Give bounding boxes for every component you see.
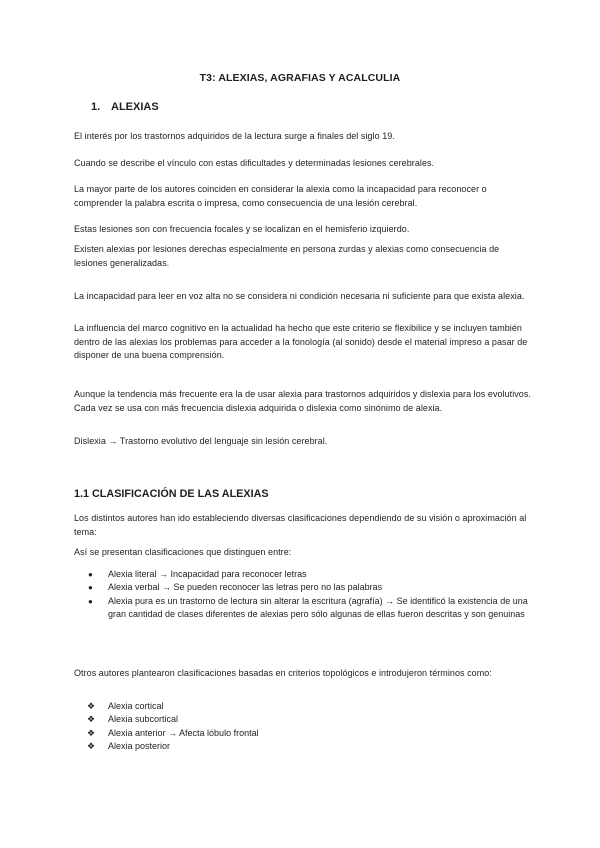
paragraph: Así se presentan clasificaciones que distinguen entre: [74,547,292,557]
paragraph: Estas lesiones son con frecuencia focales y se localizan en el hemisferio izquierdo. [74,224,410,234]
diamond-bullet-list [74,700,534,754]
diamond-bullet-icon: ❖ [87,701,96,711]
list-item: ❖ Alexia subcortical [74,713,534,726]
section-number: 1. [91,101,101,113]
list-item: ❖ Alexia anterior → Afecta lóbulo frontal [74,727,534,740]
list-item: ● Alexia verbal → Se pueden reconocer las letras pero no las palabras [74,581,534,594]
paragraph: El interés por los trastornos adquiridos de la lectura surge a finales del siglo 19. [74,131,395,141]
diamond-bullet-icon: ❖ [87,727,96,738]
section-heading-text: ALEXIAS [111,101,159,113]
paragraph: Los distintos autores han ido estableciendo diversas clasificaciones dependiendo de su visión o aproximación al tema: [74,513,527,537]
document-title: T3: ALEXIAS, AGRAFIAS Y ACALCULIA [199,72,401,84]
paragraph: La influencia del marco cognitivo en la actualidad ha hecho que este criterio se flexibilice y se incluyen también dentro de las alexias los problemas para acceder a la fonología (al sonido) desde el material impreso a pasar de disponer de una buena comprensión. [74,323,528,361]
list-item: ● Alexia literal → Incapacidad para reconocer letras [74,568,534,581]
subsection-heading: 1.1 CLASIFICACIÓN DE LAS ALEXIAS [74,488,269,500]
section-heading-alexias [91,101,159,113]
list-item: ● Alexia pura es un trastorno de lectura sin alterar la escritura (agrafía) → Se identificó la existencia de una gran cantidad de clases diferentes de alexias pero sólo algunas de ellas fueron descritas y son genuinas [88,595,528,620]
paragraph: La mayor parte de los autores coinciden en considerar la alexia como la incapacidad para reconocer o comprender la palabra escrita o impresa, como consecuencia de una lesión cerebral. [74,184,487,208]
bullet-icon: ● [88,596,93,606]
diamond-bullet-icon: ❖ [87,714,96,725]
bullet-list [74,568,534,622]
list-item: ❖ Alexia cortical [74,700,534,713]
bullet-icon: ● [88,570,93,579]
list-item: ❖ Alexia posterior [74,740,534,753]
paragraph: La incapacidad para leer en voz alta no se considera ni condición necesaria ni suficiente para que exista alexia. [74,291,525,301]
paragraph: Existen alexias por lesiones derechas especialmente en persona zurdas y alexias como consecuencia de lesiones generalizadas. [74,244,500,268]
paragraph: Dislexia → Trastorno evolutivo del lenguaje sin lesión cerebral. [74,436,328,446]
paragraph: Otros autores plantearon clasificaciones basadas en criterios topológicos e introdujeron términos como: [74,668,492,678]
diamond-bullet-icon: ❖ [87,741,96,752]
paragraph: Aunque la tendencia más frecuente era la de usar alexia para trastornos adquiridos y dislexia para los evolutivos. Cada vez se usa con más frecuencia dislexia adquirida o dislexia como sinónimo de alexia. [74,389,531,413]
paragraph: Cuando se describe el vínculo con estas dificultades y determinadas lesiones cerebrales. [74,158,435,168]
bullet-icon: ● [88,583,93,593]
